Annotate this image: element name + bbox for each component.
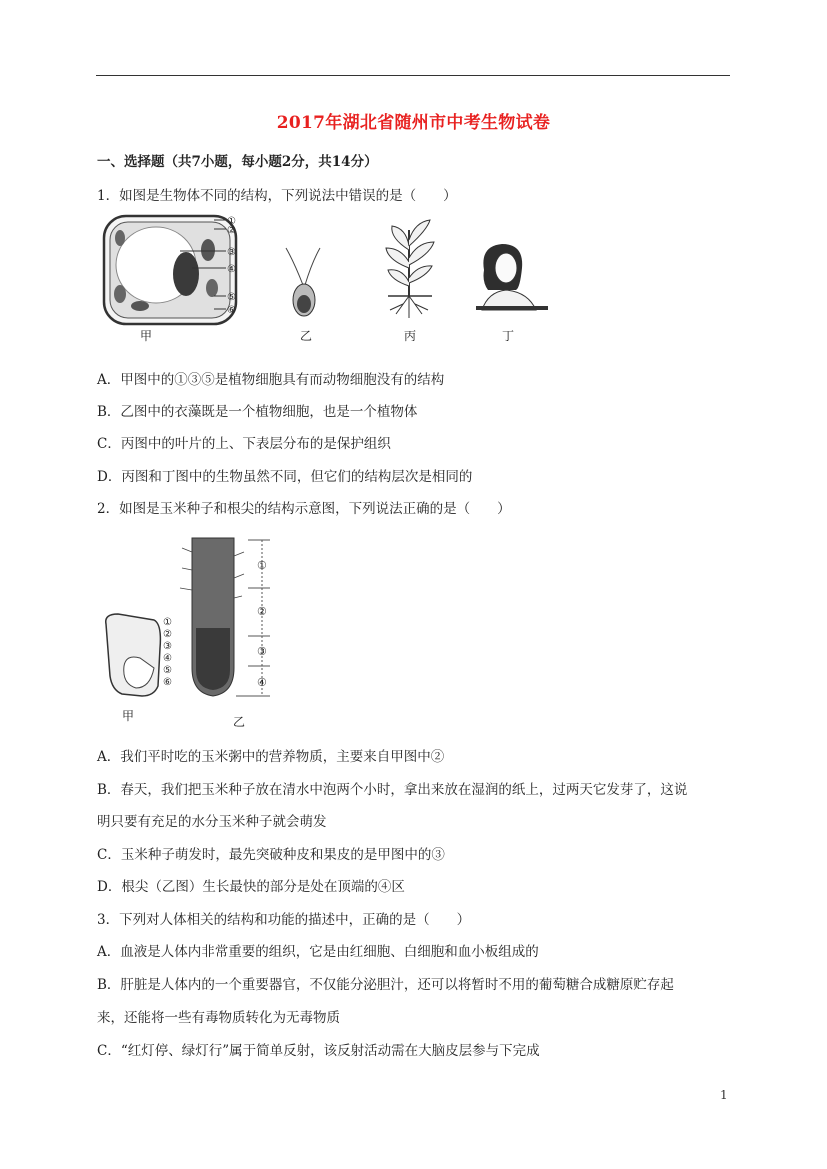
q2-option-a: A．我们平时吃的玉米粥中的营养物质，主要来自甲图中② bbox=[97, 749, 445, 765]
section-heading: 一、选择题（共7小题，每小题2分，共14分） bbox=[97, 154, 378, 170]
q1-option-c: C．丙图中的叶片的上、下表层分布的是保护组织 bbox=[97, 436, 391, 452]
chlamydomonas-diagram bbox=[286, 248, 320, 343]
q1-option-d: D．丙图和丁图中的生物虽然不同，但它们的结构层次是相同的 bbox=[97, 469, 473, 485]
question-3-stem: 3．下列对人体相关的结构和功能的描述中，正确的是（ ） bbox=[97, 912, 471, 928]
figure-label-ding: 丁 bbox=[502, 329, 515, 343]
seed-marker: ⑤ bbox=[163, 665, 172, 676]
root-marker: ② bbox=[257, 605, 267, 618]
page-number: 1 bbox=[720, 1088, 728, 1102]
root-marker: ③ bbox=[257, 645, 267, 658]
page-title: 2017年湖北省随州市中考生物试卷 bbox=[276, 113, 551, 133]
figure-label-yi: 乙 bbox=[300, 329, 313, 343]
root-marker: ④ bbox=[257, 676, 267, 689]
q2-option-b-cont: 明只要有充足的水分玉米种子就会萌发 bbox=[97, 814, 327, 830]
cell-marker: ② bbox=[227, 225, 236, 236]
q2-option-b: B．春天，我们把玉米种子放在清水中泡两个小时，拿出来放在湿润的纸上，过两天它发芽了，这说 bbox=[97, 782, 688, 798]
root-marker: ① bbox=[257, 559, 267, 572]
cell-marker: ⑤ bbox=[227, 292, 236, 303]
q2-figure bbox=[96, 528, 296, 733]
cell-marker: ① bbox=[227, 216, 236, 227]
plant-cell-diagram bbox=[104, 216, 236, 343]
q1-option-a: A．甲图中的①③⑤是植物细胞具有而动物细胞没有的结构 bbox=[97, 372, 445, 388]
seed-marker: ④ bbox=[163, 653, 172, 664]
seed-marker: ② bbox=[163, 629, 172, 640]
cell-marker: ③ bbox=[227, 247, 236, 258]
q1-option-b: B．乙图中的衣藻既是一个植物细胞，也是一个植物体 bbox=[97, 404, 418, 420]
question-2-stem: 2．如图是玉米种子和根尖的结构示意图，下列说法正确的是（ ） bbox=[97, 501, 511, 517]
cell-marker: ⑥ bbox=[227, 305, 236, 316]
root-tip-diagram bbox=[180, 538, 270, 729]
corn-seed-diagram bbox=[106, 614, 172, 723]
q1-figure bbox=[96, 210, 556, 350]
figure-label-jia: 甲 bbox=[140, 329, 153, 343]
cell-marker: ④ bbox=[227, 264, 236, 275]
header-rule bbox=[96, 75, 730, 76]
seed-marker: ③ bbox=[163, 641, 172, 652]
person-diagram bbox=[476, 244, 548, 343]
q2-option-c: C．玉米种子萌发时，最先突破种皮和果皮的是甲图中的③ bbox=[97, 847, 445, 863]
plant-diagram bbox=[386, 220, 434, 343]
figure-label-jia: 甲 bbox=[122, 709, 135, 723]
q3-option-a: A．血液是人体内非常重要的组织，它是由红细胞、白细胞和血小板组成的 bbox=[97, 944, 539, 960]
seed-marker: ① bbox=[163, 617, 172, 628]
q2-option-d: D．根尖（乙图）生长最快的部分是处在顶端的④区 bbox=[97, 879, 405, 895]
figure-label-bing: 丙 bbox=[404, 329, 417, 343]
q3-option-b-cont: 来，还能将一些有毒物质转化为无毒物质 bbox=[97, 1010, 340, 1026]
q3-option-c: C．“红灯停、绿灯行”属于简单反射，该反射活动需在大脑皮层参与下完成 bbox=[97, 1043, 540, 1059]
q3-option-b: B．肝脏是人体内的一个重要器官，不仅能分泌胆汁，还可以将暂时不用的葡萄糖合成糖原贮存起 bbox=[97, 977, 674, 993]
question-1-stem: 1．如图是生物体不同的结构，下列说法中错误的是（ ） bbox=[97, 188, 457, 204]
figure-label-yi: 乙 bbox=[233, 715, 246, 729]
seed-marker: ⑥ bbox=[163, 677, 172, 688]
